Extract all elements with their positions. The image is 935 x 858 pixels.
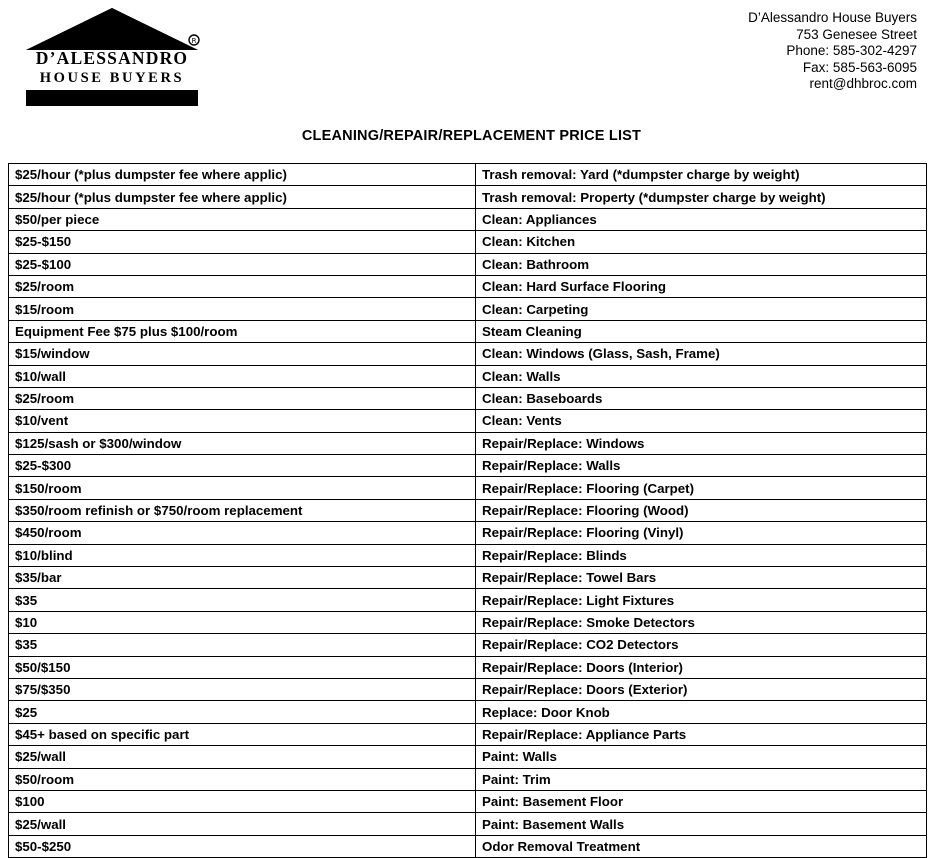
contact-address: 753 Genesee Street xyxy=(796,26,917,42)
price-list-table-wrapper xyxy=(8,163,927,858)
contact-phone: Phone: 585-302-4297 xyxy=(786,43,917,58)
cell-price: $10/wall xyxy=(9,365,476,387)
cell-price: $25-$300 xyxy=(9,455,476,477)
cell-description: Trash removal: Property (*dumpster charge by weight) xyxy=(476,186,927,208)
table-row xyxy=(9,701,927,723)
cell-description: Repair/Replace: Blinds xyxy=(476,544,927,566)
cell-price: $50/per piece xyxy=(9,208,476,230)
cell-description: Clean: Hard Surface Flooring xyxy=(476,275,927,297)
table-row xyxy=(9,320,927,342)
cell-price: $35/bar xyxy=(9,567,476,589)
cell-price: $25/hour (*plus dumpster fee where applic) xyxy=(9,164,476,186)
table-row xyxy=(9,231,927,253)
house-roof-mark-icon xyxy=(12,6,212,110)
table-row xyxy=(9,723,927,745)
cell-price: $25/room xyxy=(9,387,476,409)
cell-price: $25-$150 xyxy=(9,231,476,253)
cell-description: Repair/Replace: Smoke Detectors xyxy=(476,611,927,633)
cell-description: Clean: Appliances xyxy=(476,208,927,230)
table-row xyxy=(9,813,927,835)
cell-price: $150/room xyxy=(9,477,476,499)
svg-text:R: R xyxy=(191,37,197,45)
cell-price: $50-$250 xyxy=(9,835,476,857)
cell-description: Repair/Replace: Light Fixtures xyxy=(476,589,927,611)
cell-price: $75/$350 xyxy=(9,678,476,700)
logo-line2-text: HOUSE BUYERS xyxy=(39,70,185,86)
cell-price: $50/room xyxy=(9,768,476,790)
table-row xyxy=(9,790,927,812)
table-row xyxy=(9,634,927,656)
cell-description: Repair/Replace: Flooring (Carpet) xyxy=(476,477,927,499)
cell-price: $35 xyxy=(9,589,476,611)
contact-email: rent@dhbroc.com xyxy=(809,76,917,91)
table-row xyxy=(9,208,927,230)
cell-description: Clean: Bathroom xyxy=(476,253,927,275)
cell-price: $25/wall xyxy=(9,813,476,835)
cell-description: Steam Cleaning xyxy=(476,320,927,342)
contact-company-name: D’Alessandro House Buyers xyxy=(748,10,917,25)
cell-description: Paint: Basement Floor xyxy=(476,790,927,812)
table-row xyxy=(9,477,927,499)
cell-price: $350/room refinish or $750/room replacement xyxy=(9,499,476,521)
company-logo xyxy=(12,4,217,110)
cell-description: Repair/Replace: Appliance Parts xyxy=(476,723,927,745)
cell-description: Paint: Trim xyxy=(476,768,927,790)
logo-line1-text: D’ALESSANDRO xyxy=(35,48,189,68)
cell-price: $50/$150 xyxy=(9,656,476,678)
cell-description: Clean: Windows (Glass, Sash, Frame) xyxy=(476,343,927,365)
cell-description: Clean: Vents xyxy=(476,410,927,432)
table-row xyxy=(9,589,927,611)
table-row xyxy=(9,275,927,297)
table-row xyxy=(9,544,927,566)
table-row xyxy=(9,746,927,768)
table-row xyxy=(9,410,927,432)
table-row xyxy=(9,365,927,387)
cell-description: Repair/Replace: Flooring (Wood) xyxy=(476,499,927,521)
cell-description: Repair/Replace: Doors (Interior) xyxy=(476,656,927,678)
cell-price: $450/room xyxy=(9,522,476,544)
table-row xyxy=(9,522,927,544)
table-row xyxy=(9,611,927,633)
page-title: CLEANING/REPAIR/REPLACEMENT PRICE LIST xyxy=(301,128,642,144)
cell-description: Paint: Basement Walls xyxy=(476,813,927,835)
cell-price: $25 xyxy=(9,701,476,723)
cell-description: Clean: Walls xyxy=(476,365,927,387)
document-header xyxy=(0,0,935,110)
cell-price: $45+ based on specific part xyxy=(9,723,476,745)
table-row xyxy=(9,298,927,320)
table-row xyxy=(9,835,927,857)
contact-fax: Fax: 585-563-6095 xyxy=(802,59,917,75)
cell-price: $15/room xyxy=(9,298,476,320)
table-row xyxy=(9,499,927,521)
table-row xyxy=(9,678,927,700)
cell-price: $25/room xyxy=(9,275,476,297)
cell-description: Repair/Replace: Walls xyxy=(476,455,927,477)
contact-info xyxy=(748,4,917,93)
cell-description: Repair/Replace: Windows xyxy=(476,432,927,454)
table-row xyxy=(9,455,927,477)
cell-price: Equipment Fee $75 plus $100/room xyxy=(9,320,476,342)
cell-price: $35 xyxy=(9,634,476,656)
cell-description: Repair/Replace: CO2 Detectors xyxy=(476,634,927,656)
cell-price: $125/sash or $300/window xyxy=(9,432,476,454)
cell-description: Repair/Replace: Flooring (Vinyl) xyxy=(476,522,927,544)
table-row xyxy=(9,387,927,409)
cell-description: Clean: Baseboards xyxy=(476,387,927,409)
table-row xyxy=(9,432,927,454)
table-row xyxy=(9,253,927,275)
cell-description: Odor Removal Treatment xyxy=(476,835,927,857)
cell-price: $10/blind xyxy=(9,544,476,566)
cell-price: $25/hour (*plus dumpster fee where applic) xyxy=(9,186,476,208)
cell-description: Clean: Carpeting xyxy=(476,298,927,320)
table-row xyxy=(9,656,927,678)
cell-description: Trash removal: Yard (*dumpster charge by weight) xyxy=(476,164,927,186)
price-list-table xyxy=(8,163,927,858)
cell-price: $25/wall xyxy=(9,746,476,768)
cell-price: $10 xyxy=(9,611,476,633)
table-row xyxy=(9,567,927,589)
table-row xyxy=(9,343,927,365)
table-row xyxy=(9,164,927,186)
cell-price: $25-$100 xyxy=(9,253,476,275)
cell-description: Paint: Walls xyxy=(476,746,927,768)
table-row xyxy=(9,186,927,208)
price-list-body xyxy=(9,164,927,858)
cell-description: Repair/Replace: Doors (Exterior) xyxy=(476,678,927,700)
cell-price: $10/vent xyxy=(9,410,476,432)
cell-description: Replace: Door Knob xyxy=(476,701,927,723)
cell-description: Repair/Replace: Towel Bars xyxy=(476,567,927,589)
cell-price: $15/window xyxy=(9,343,476,365)
cell-description: Clean: Kitchen xyxy=(476,231,927,253)
table-row xyxy=(9,768,927,790)
cell-price: $100 xyxy=(9,790,476,812)
